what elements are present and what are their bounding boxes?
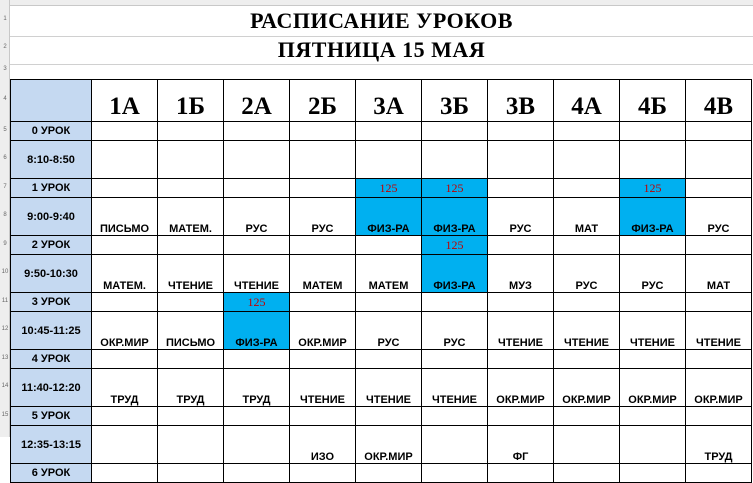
subject-cell[interactable]: ОКР.МИР <box>620 369 686 407</box>
class-header-cell[interactable]: 3В <box>488 80 554 122</box>
subject-cell[interactable]: ФИЗ-РА <box>422 255 488 293</box>
corner-cell[interactable] <box>11 80 92 122</box>
schedule-subtitle[interactable]: ПЯТНИЦА 15 МАЯ <box>277 37 486 62</box>
room-cell[interactable] <box>158 236 224 255</box>
room-cell[interactable] <box>620 407 686 426</box>
class-header-cell[interactable]: 4В <box>686 80 752 122</box>
room-cell[interactable] <box>422 122 488 141</box>
room-cell[interactable] <box>92 350 158 369</box>
class-header-cell[interactable]: 1Б <box>158 80 224 122</box>
subject-cell[interactable]: РУС <box>620 255 686 293</box>
lesson-number-label[interactable]: 2 УРОК <box>11 236 92 255</box>
lesson-number-row <box>11 464 752 483</box>
row-number: 10 <box>1 269 9 275</box>
class-header-cell[interactable]: 2А <box>224 80 290 122</box>
subject-cell[interactable]: ФИЗ-РА <box>620 198 686 236</box>
lesson-number-row <box>11 350 752 369</box>
subject-cell[interactable]: ФИЗ-РА <box>224 312 290 350</box>
room-cell[interactable] <box>224 179 290 198</box>
class-header-cell[interactable]: 4А <box>554 80 620 122</box>
lesson-time-label[interactable]: 11:40-12:20 <box>11 369 92 407</box>
room-cell[interactable] <box>158 464 224 483</box>
subject-cell[interactable]: РУС <box>290 198 356 236</box>
subject-cell[interactable]: ТРУД <box>224 369 290 407</box>
room-cell[interactable] <box>290 122 356 141</box>
room-cell[interactable] <box>488 236 554 255</box>
subject-cell[interactable]: ЧТЕНИЕ <box>356 369 422 407</box>
subject-cell[interactable]: ОКР.МИР <box>290 312 356 350</box>
row-number: 7 <box>3 183 7 190</box>
lesson-time-label[interactable]: 9:50-10:30 <box>11 255 92 293</box>
subject-cell[interactable] <box>554 426 620 464</box>
room-cell[interactable] <box>290 179 356 198</box>
room-cell[interactable] <box>554 293 620 312</box>
lesson-time-row <box>11 255 752 293</box>
room-cell[interactable] <box>92 236 158 255</box>
room-cell[interactable] <box>620 122 686 141</box>
class-header-cell[interactable]: 1А <box>92 80 158 122</box>
subject-cell[interactable]: МАТЕМ. <box>158 198 224 236</box>
class-header-row <box>11 80 752 122</box>
subject-cell[interactable]: ЧТЕНИЕ <box>224 255 290 293</box>
lesson-number-label[interactable]: 1 УРОК <box>11 179 92 198</box>
row-number: 5 <box>3 126 7 133</box>
row-number: 13 <box>1 354 9 361</box>
room-cell[interactable] <box>224 407 290 426</box>
room-cell[interactable] <box>554 179 620 198</box>
subject-cell[interactable]: РУС <box>356 312 422 350</box>
row-number: 3 <box>3 66 7 72</box>
subject-cell[interactable]: ТРУД <box>686 426 752 464</box>
room-cell[interactable]: 125 <box>356 179 422 198</box>
row-number: 8 <box>3 212 7 218</box>
room-cell[interactable] <box>356 293 422 312</box>
subject-cell[interactable]: МУЗ <box>488 255 554 293</box>
subject-cell[interactable] <box>554 141 620 179</box>
subject-cell[interactable]: ФИЗ-РА <box>422 198 488 236</box>
subject-cell[interactable]: ТРУД <box>92 369 158 407</box>
subject-cell[interactable] <box>356 141 422 179</box>
room-cell[interactable] <box>488 407 554 426</box>
lesson-time-row <box>11 141 752 179</box>
subject-cell[interactable]: ПИСЬМО <box>92 198 158 236</box>
subject-cell[interactable] <box>620 426 686 464</box>
subject-cell[interactable] <box>488 141 554 179</box>
room-cell[interactable]: 125 <box>422 179 488 198</box>
lesson-number-row <box>11 407 752 426</box>
row-number: 9 <box>3 240 7 247</box>
room-cell[interactable] <box>422 407 488 426</box>
lesson-number-label[interactable]: 5 УРОК <box>11 407 92 426</box>
subject-cell[interactable]: МАТ <box>554 198 620 236</box>
row-number: 4 <box>3 96 7 102</box>
lesson-time-row <box>11 312 752 350</box>
room-cell[interactable] <box>356 464 422 483</box>
room-cell[interactable] <box>686 407 752 426</box>
room-cell[interactable] <box>158 350 224 369</box>
class-header-cell[interactable]: 3А <box>356 80 422 122</box>
room-cell[interactable] <box>158 179 224 198</box>
gridline <box>10 64 753 65</box>
room-cell[interactable]: 125 <box>422 236 488 255</box>
room-cell[interactable] <box>356 236 422 255</box>
subject-cell[interactable]: ФИЗ-РА <box>356 198 422 236</box>
room-cell[interactable] <box>488 464 554 483</box>
subject-cell[interactable]: ИЗО <box>290 426 356 464</box>
class-header-cell[interactable]: 4Б <box>620 80 686 122</box>
lesson-number-label[interactable]: 3 УРОК <box>11 293 92 312</box>
row-number: 2 <box>3 44 7 50</box>
room-cell[interactable]: 125 <box>224 293 290 312</box>
lesson-number-label[interactable]: 4 УРОК <box>11 350 92 369</box>
subject-cell[interactable] <box>620 141 686 179</box>
subject-cell[interactable] <box>158 141 224 179</box>
subject-cell[interactable]: ФГ <box>488 426 554 464</box>
room-cell[interactable] <box>290 350 356 369</box>
subject-cell[interactable]: ОКР.МИР <box>488 369 554 407</box>
row-number: 1 <box>3 16 7 22</box>
room-cell[interactable] <box>422 350 488 369</box>
lesson-number-row <box>11 179 752 198</box>
room-cell[interactable] <box>686 179 752 198</box>
lesson-number-row <box>11 236 752 255</box>
subject-cell[interactable] <box>224 141 290 179</box>
subject-cell[interactable] <box>686 141 752 179</box>
room-cell[interactable] <box>290 236 356 255</box>
subject-cell[interactable] <box>224 426 290 464</box>
subject-cell[interactable]: ЧТЕНИЕ <box>158 255 224 293</box>
row-number: 6 <box>3 155 7 161</box>
room-cell[interactable] <box>620 236 686 255</box>
subject-cell[interactable] <box>158 426 224 464</box>
room-cell[interactable] <box>686 350 752 369</box>
subject-cell[interactable]: ЧТЕНИЕ <box>620 312 686 350</box>
subject-cell[interactable]: ЧТЕНИЕ <box>686 312 752 350</box>
subject-cell[interactable]: МАТ <box>686 255 752 293</box>
lesson-time-row <box>11 198 752 236</box>
room-cell[interactable] <box>554 350 620 369</box>
subject-cell[interactable]: МАТЕМ. <box>92 255 158 293</box>
room-cell[interactable] <box>422 464 488 483</box>
lesson-number-label[interactable]: 0 УРОК <box>11 122 92 141</box>
subject-cell[interactable]: ЧТЕНИЕ <box>290 369 356 407</box>
room-cell[interactable] <box>686 236 752 255</box>
subject-cell[interactable]: ОКР.МИР <box>686 369 752 407</box>
subject-cell[interactable]: ЧТЕНИЕ <box>422 369 488 407</box>
room-cell[interactable] <box>92 407 158 426</box>
row-number: 15 <box>1 411 9 418</box>
subject-cell[interactable]: МАТЕМ <box>356 255 422 293</box>
lesson-number-label[interactable]: 6 УРОК <box>11 464 92 483</box>
subject-cell[interactable] <box>422 426 488 464</box>
subject-cell[interactable] <box>290 141 356 179</box>
room-cell[interactable] <box>158 293 224 312</box>
subject-cell[interactable]: МАТЕМ <box>290 255 356 293</box>
subject-cell[interactable] <box>92 426 158 464</box>
room-cell[interactable] <box>224 350 290 369</box>
room-cell[interactable] <box>92 122 158 141</box>
room-cell[interactable] <box>356 350 422 369</box>
subject-cell[interactable]: РУС <box>224 198 290 236</box>
subject-cell[interactable]: РУС <box>488 198 554 236</box>
room-cell[interactable] <box>488 350 554 369</box>
subject-cell[interactable]: ОКР.МИР <box>92 312 158 350</box>
lesson-time-label[interactable]: 8:10-8:50 <box>11 141 92 179</box>
room-cell[interactable] <box>158 407 224 426</box>
room-cell[interactable] <box>488 293 554 312</box>
subject-cell[interactable] <box>92 141 158 179</box>
subject-cell[interactable]: ТРУД <box>158 369 224 407</box>
room-cell[interactable] <box>554 122 620 141</box>
row-number-gutter <box>0 0 10 437</box>
row-number: 12 <box>1 326 9 332</box>
room-cell[interactable] <box>92 464 158 483</box>
room-cell[interactable] <box>158 122 224 141</box>
room-cell[interactable] <box>92 293 158 312</box>
room-cell[interactable] <box>422 293 488 312</box>
room-cell[interactable] <box>224 464 290 483</box>
subject-cell[interactable]: ЧТЕНИЕ <box>554 312 620 350</box>
lesson-number-row <box>11 122 752 141</box>
lesson-time-row <box>11 369 752 407</box>
room-cell[interactable] <box>620 350 686 369</box>
subject-cell[interactable]: ЧТЕНИЕ <box>488 312 554 350</box>
subject-cell[interactable]: ПИСЬМО <box>158 312 224 350</box>
room-cell[interactable] <box>554 464 620 483</box>
row-number: 11 <box>1 297 9 304</box>
room-cell[interactable]: 125 <box>620 179 686 198</box>
subject-cell[interactable] <box>422 141 488 179</box>
room-cell[interactable] <box>290 293 356 312</box>
lesson-time-label[interactable]: 12:35-13:15 <box>11 426 92 464</box>
room-cell[interactable] <box>290 407 356 426</box>
room-cell[interactable] <box>686 464 752 483</box>
schedule-table <box>10 79 752 483</box>
room-cell[interactable] <box>554 236 620 255</box>
room-cell[interactable] <box>554 407 620 426</box>
room-cell[interactable] <box>224 236 290 255</box>
lesson-time-label[interactable]: 10:45-11:25 <box>11 312 92 350</box>
room-cell[interactable] <box>356 122 422 141</box>
subject-cell[interactable]: ОКР.МИР <box>356 426 422 464</box>
room-cell[interactable] <box>92 179 158 198</box>
subject-cell[interactable]: ОКР.МИР <box>554 369 620 407</box>
room-cell[interactable] <box>686 293 752 312</box>
room-cell[interactable] <box>620 464 686 483</box>
room-cell[interactable] <box>620 293 686 312</box>
room-cell[interactable] <box>488 179 554 198</box>
room-cell[interactable] <box>488 122 554 141</box>
row-number: 14 <box>1 383 9 389</box>
room-cell[interactable] <box>290 464 356 483</box>
room-cell[interactable] <box>686 122 752 141</box>
lesson-time-label[interactable]: 9:00-9:40 <box>11 198 92 236</box>
room-cell[interactable] <box>356 407 422 426</box>
lesson-number-row <box>11 293 752 312</box>
class-header-cell[interactable]: 2Б <box>290 80 356 122</box>
schedule-title[interactable]: РАСПИСАНИЕ УРОКОВ <box>250 8 513 33</box>
lesson-time-row <box>11 426 752 464</box>
subject-cell[interactable]: РУС <box>686 198 752 236</box>
subject-cell[interactable]: РУС <box>422 312 488 350</box>
subject-cell[interactable]: РУС <box>554 255 620 293</box>
class-header-cell[interactable]: 3Б <box>422 80 488 122</box>
room-cell[interactable] <box>224 122 290 141</box>
